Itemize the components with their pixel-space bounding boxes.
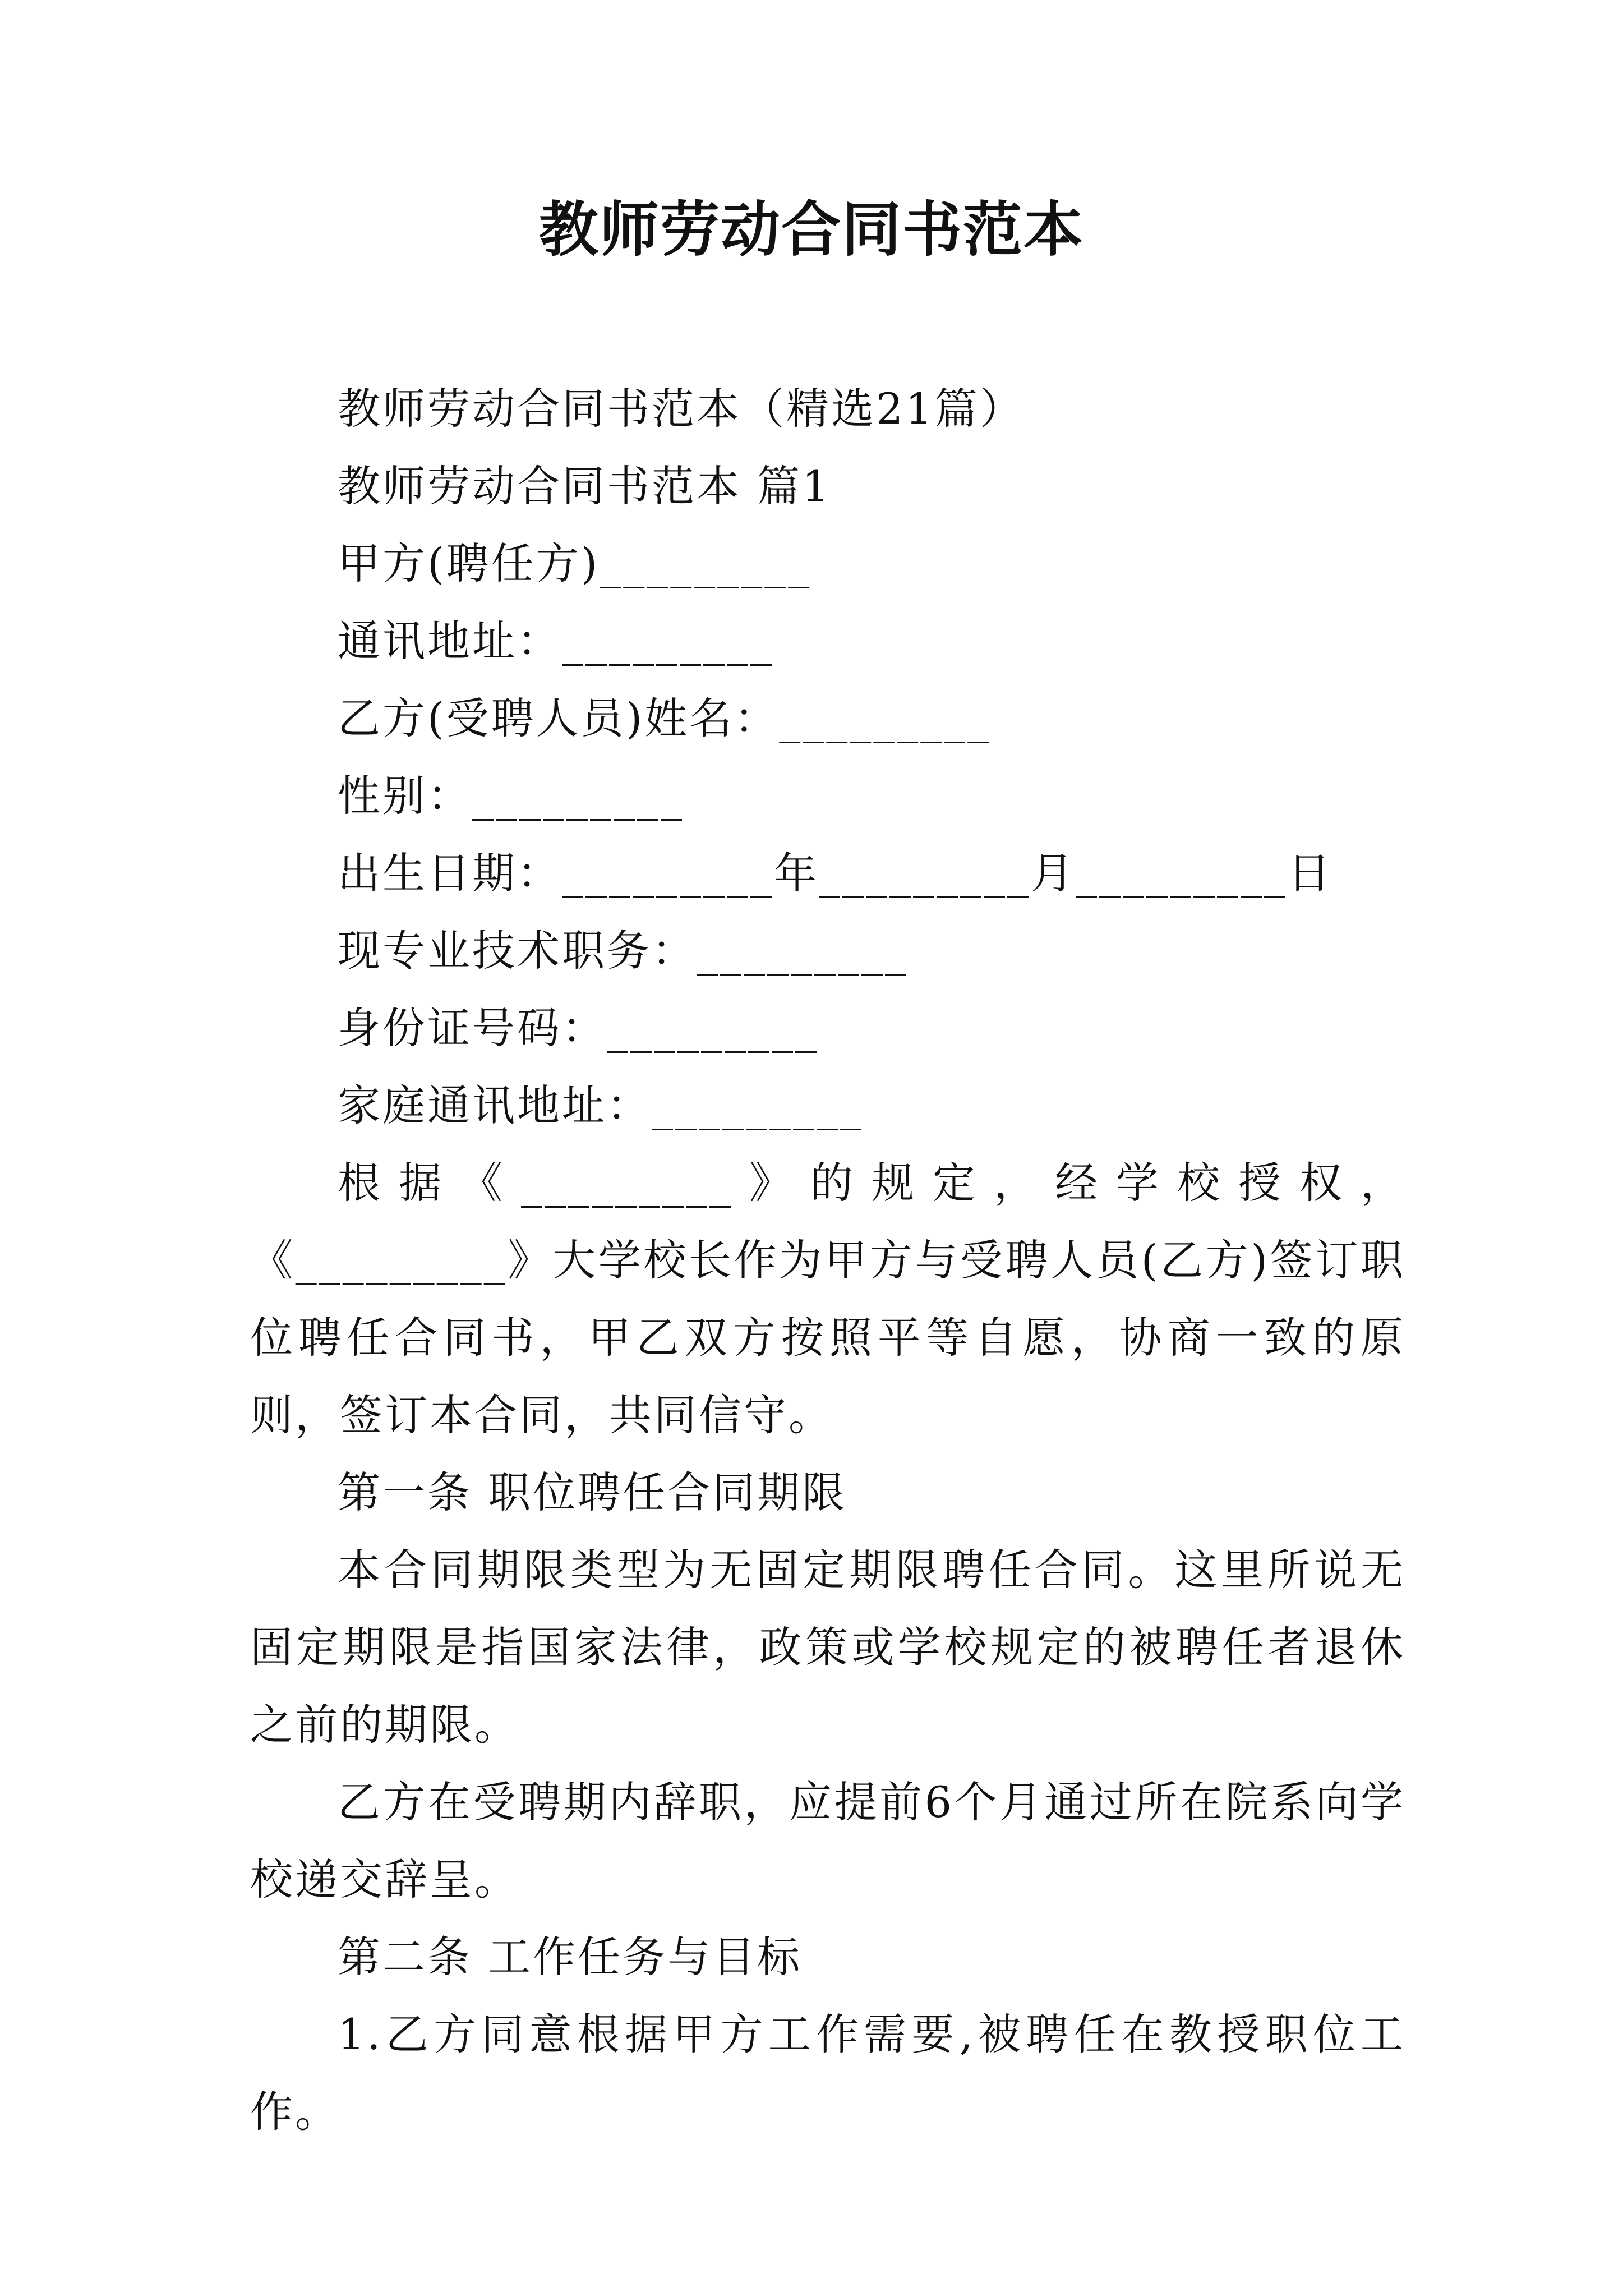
field-title: 现专业技术职务：_________ [338,926,909,976]
article-1-paragraph-1: 本合同期限类型为无固定期限聘任合同。这里所说无固定期限是指国家法律，政策或学校规定的被聘任者退休之前的期限。 [250,1545,1405,1750]
article-1-heading: 第一条 职位聘任合同期限 [338,1467,847,1517]
field-party-b-name: 乙方(受聘人员)姓名：_________ [338,693,992,743]
document-body [250,370,1405,2151]
field-address: 通讯地址：_________ [338,616,774,666]
field-id-number: 身份证号码：_________ [338,1003,819,1053]
article-2-heading: 第二条 工作任务与目标 [338,1932,803,1982]
paragraph-section-heading: 教师劳动合同书范本 篇1 [338,461,832,511]
paragraph-preamble: 根据《_________》的规定，经学校授权，《_________》大学校长作为甲方与受聘人员(乙方)签订职位聘任合同书，甲乙双方按照平等自愿，协商一致的原则，签订本合同，共同信守。 [250,1158,1405,1440]
article-1-paragraph-2: 乙方在受聘期内辞职，应提前6个月通过所在院系向学校递交辞呈。 [250,1777,1405,1904]
field-party-a: 甲方(聘任方)_________ [338,539,812,588]
field-birth-date: 出生日期：_________年_________月_________日 [338,848,1332,898]
document-title: 教师劳动合同书范本 [539,195,1084,264]
field-gender: 性别：_________ [338,771,684,821]
field-home-address: 家庭通讯地址：_________ [338,1080,864,1130]
article-2-item-1: 1.乙方同意根据甲方工作需要,被聘任在教授职位工作。 [250,2009,1405,2137]
paragraph-subtitle: 教师劳动合同书范本（精选21篇） [338,384,1025,434]
